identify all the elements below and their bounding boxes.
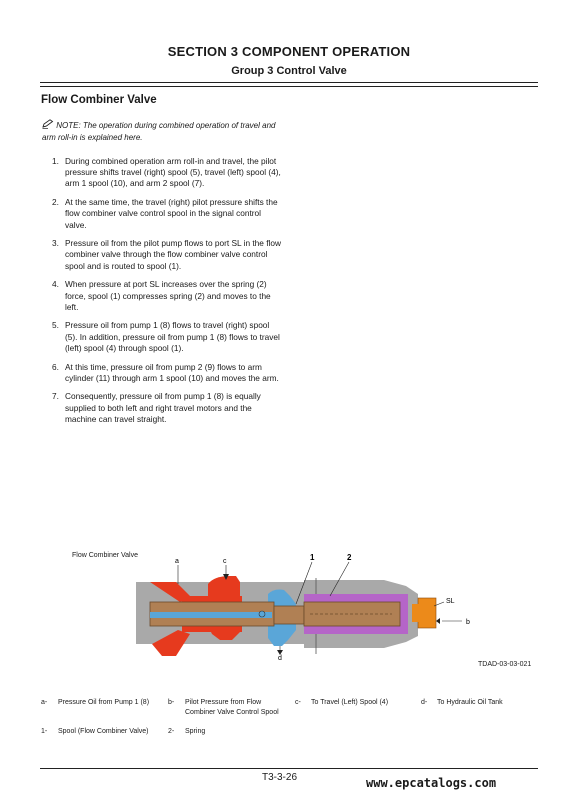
step-text: At this time, pressure oil from pump 2 (9) flows to arm cylinder (11) through arm 1 spool (10) and moves the arm. — [65, 361, 279, 383]
callout-1: 1 — [310, 553, 315, 562]
step-number: 2. — [52, 197, 59, 208]
legend-text-b: Pilot Pressure from Flow Combiner Valve Control Spool — [185, 699, 279, 716]
flow-combiner-diagram — [120, 550, 480, 662]
section-title: SECTION 3 COMPONENT OPERATION — [167, 44, 411, 59]
legend-key-a: a- — [41, 699, 48, 706]
legend-key-b: b- — [168, 699, 175, 706]
page-heading: Flow Combiner Valve — [41, 94, 157, 106]
list-item — [52, 391, 284, 425]
note-text: NOTE: The operation during combined operation of travel and arm roll-in is explained here. — [42, 121, 276, 142]
step-text: Consequently, pressure oil from pump 1 (8) is equally supplied to both left and right travel motors and the machine can travel straight. — [65, 391, 261, 424]
spool-blue-core — [150, 612, 272, 618]
note — [42, 119, 282, 143]
callout-c: c — [223, 558, 227, 565]
callout-d: d — [278, 655, 282, 662]
callout-2: 2 — [347, 553, 352, 562]
footer-rule — [40, 768, 538, 769]
callout-a: a — [175, 558, 179, 565]
legend-text-a: Pressure Oil from Pump 1 (8) — [58, 699, 150, 706]
step-number: 7. — [52, 391, 59, 402]
diagram-title: Flow Combiner Valve — [72, 552, 139, 559]
legend-text-c: To Travel (Left) Spool (4) — [311, 699, 389, 706]
list-item — [52, 320, 284, 354]
spool-land — [274, 606, 304, 624]
watermark: www.epcatalogs.com — [366, 776, 497, 790]
legend-text-1: Spool (Flow Combiner Valve) — [58, 728, 149, 735]
step-text: During combined operation arm roll-in and travel, the pilot pressure shifts travel (right) spool (5), travel (left) spool (4), arm 1 spool (10), and arm 2 spool (7). — [65, 156, 281, 189]
legend-text-2: Spring — [185, 728, 206, 735]
orange-end-cap-inner — [412, 604, 420, 622]
step-text: Pressure oil from the pilot pump flows to port SL in the flow combiner valve through the flow combiner valve control spool and is routed to spool (1). — [65, 238, 281, 271]
legend-text-d: To Hydraulic Oil Tank — [437, 699, 503, 706]
legend-key-1: 1- — [41, 728, 48, 735]
step-text: At the same time, the travel (right) pilot pressure shifts the flow combiner valve control spool in the signal control valve. — [65, 197, 278, 230]
step-number: 5. — [52, 320, 59, 331]
header-rule — [40, 82, 538, 83]
list-item — [52, 156, 284, 190]
arrow-b — [436, 618, 440, 624]
legend-key-2: 2- — [168, 728, 175, 735]
header-rule-thin — [40, 86, 538, 87]
list-item — [52, 238, 284, 272]
list-item — [52, 279, 284, 313]
list-item — [52, 362, 284, 384]
pencil-icon — [42, 119, 54, 129]
step-number: 6. — [52, 361, 59, 372]
orange-end-cap — [418, 598, 436, 628]
step-text: When pressure at port SL increases over the spring (2) force, spool (1) compresses spring (2) and moves to the left. — [65, 279, 271, 312]
group-title: Group 3 Control Valve — [231, 65, 347, 77]
spool-hole — [259, 611, 265, 617]
step-text: Pressure oil from pump 1 (8) flows to travel (right) spool (5). In addition, pressure oil from pump 1 (8) flows to travel (left) spool (4) through spool (1). — [65, 320, 280, 353]
list-item — [52, 197, 284, 231]
callout-b: b — [466, 619, 470, 626]
step-number: 4. — [52, 279, 59, 290]
page-number: T3-3-26 — [262, 772, 298, 783]
steps-list — [52, 156, 284, 433]
legend-key-d: d- — [421, 699, 428, 706]
step-number: 3. — [52, 238, 59, 249]
legend-key-c: c- — [295, 699, 301, 706]
callout-sl: SL — [446, 598, 455, 605]
step-number: 1. — [52, 156, 59, 166]
figure-id: TDAD-03-03-021 — [478, 661, 532, 668]
